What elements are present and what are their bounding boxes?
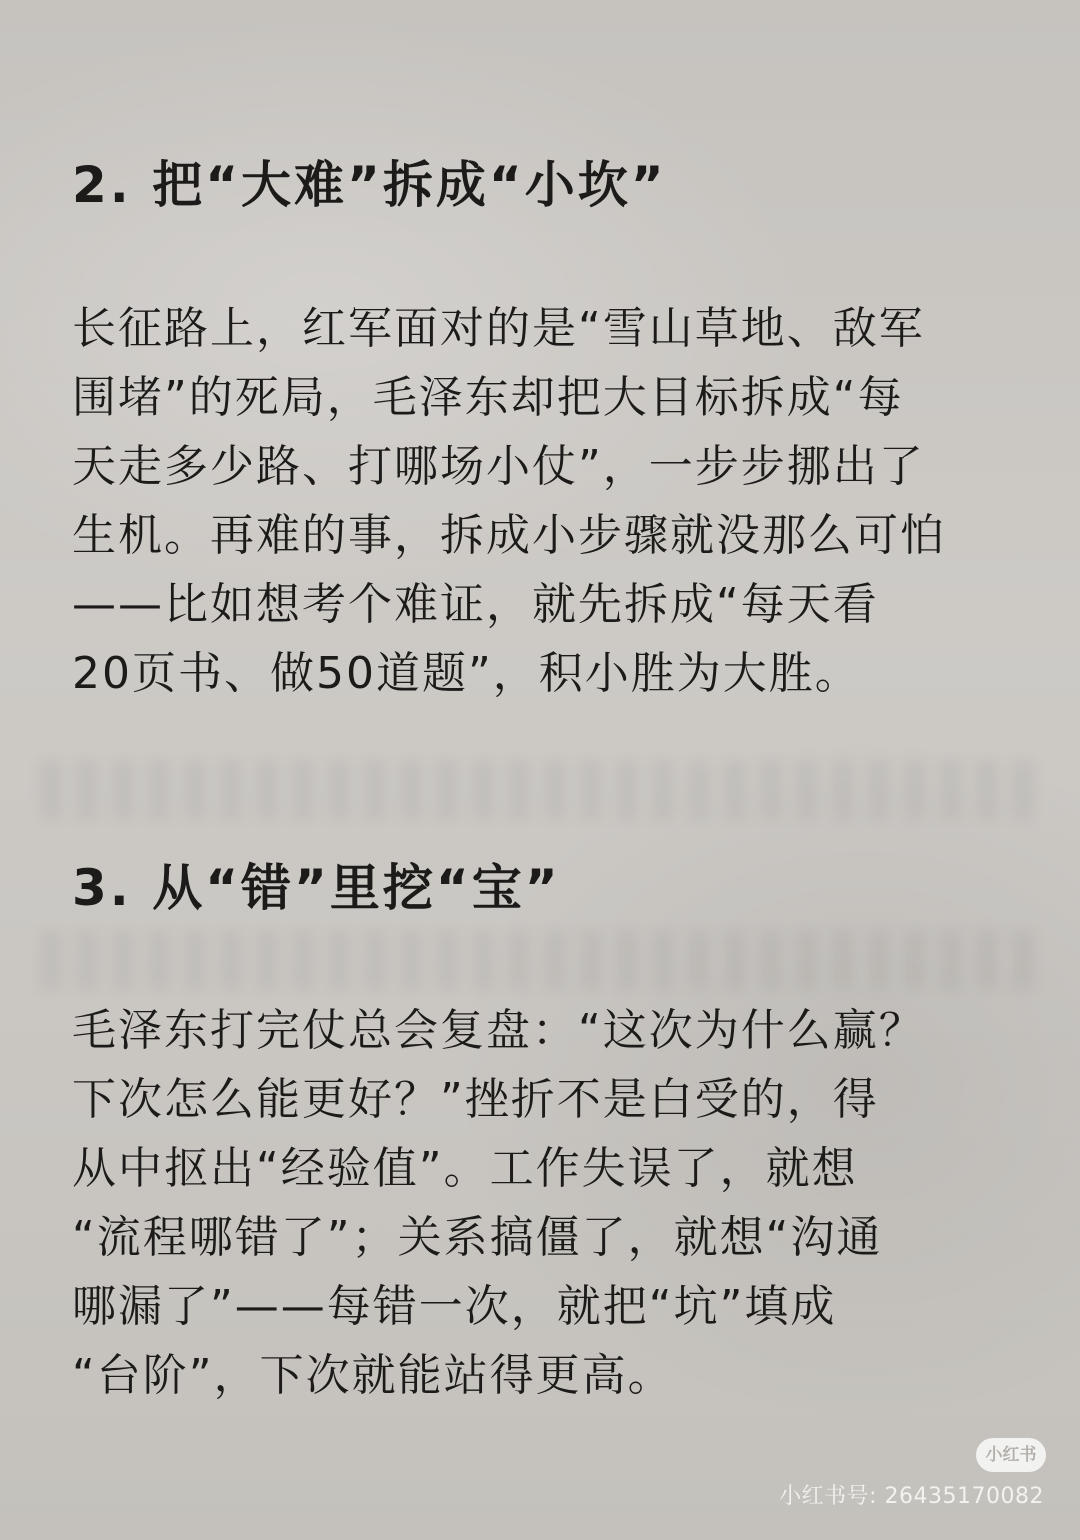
section-body-2 (72, 294, 1012, 708)
body-line: “流程哪错了”；关系搞僵了，就想“沟通 (72, 1212, 883, 1263)
section-title-3: 3. 从“错”里挖“宝” (72, 859, 561, 917)
account-watermark: 小红书号: 26435170082 (779, 1484, 1044, 1509)
body-line: 天走多少路、打哪场小仗”，一步步挪出了 (72, 441, 925, 492)
paper-texture (40, 760, 1040, 820)
paper-texture (40, 930, 1040, 990)
body-line: 长征路上，红军面对的是“雪山草地、敌军 (72, 303, 925, 354)
body-line: “台阶”，下次就能站得更高。 (72, 1350, 674, 1401)
body-line: 毛泽东打完仗总会复盘：“这次为什么赢？ (72, 1005, 925, 1056)
body-line: 从中抠出“经验值”。工作失误了，就想 (72, 1143, 858, 1194)
body-line: 20页书、做50道题”，积小胜为大胜。 (72, 648, 861, 699)
body-line: 哪漏了”——每错一次，就把“坑”填成 (72, 1281, 837, 1332)
body-line: 围堵”的死局，毛泽东却把大目标拆成“每 (72, 372, 904, 423)
body-line: ——比如想考个难证，就先拆成“每天看 (72, 579, 879, 630)
section-body-3 (72, 996, 1012, 1410)
body-line: 生机。再难的事，拆成小步骤就没那么可怕 (72, 510, 946, 561)
section-title-2: 2. 把“大难”拆成“小坎” (72, 156, 667, 214)
body-line: 下次怎么能更好？”挫折不是白受的，得 (72, 1074, 879, 1125)
xiaohongshu-logo: 小红书 (976, 1438, 1046, 1472)
